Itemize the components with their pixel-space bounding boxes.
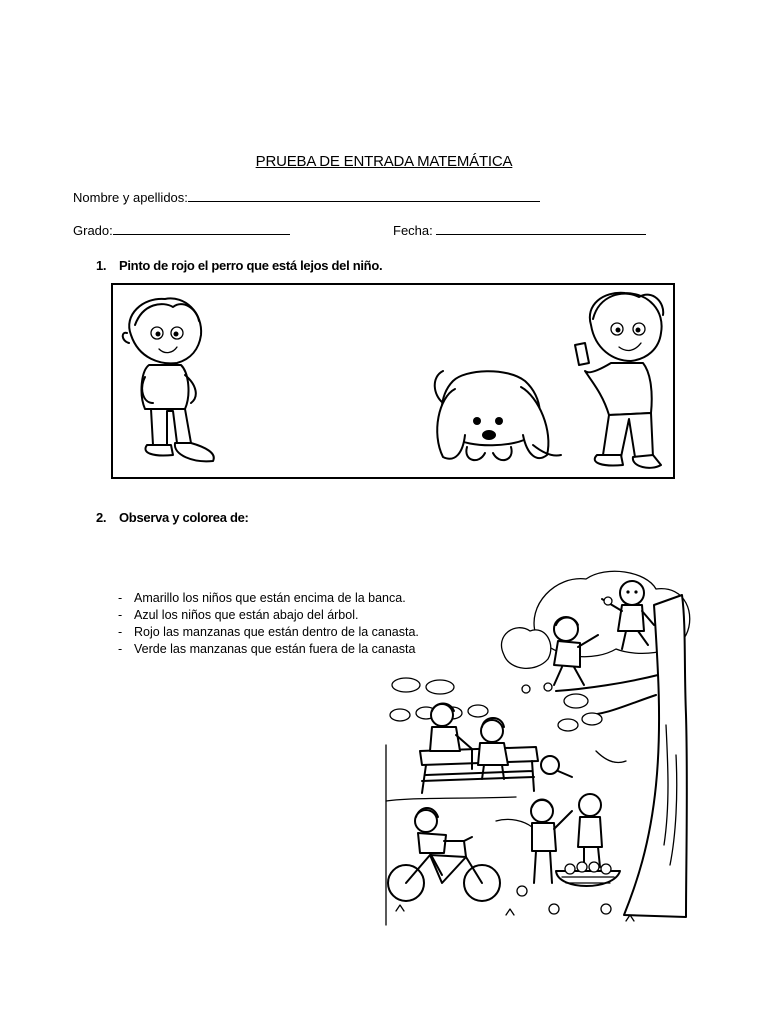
coloring-instructions bbox=[118, 590, 419, 658]
question-1-text: Pinto de rojo el perro que está lejos del niño. bbox=[119, 258, 383, 273]
name-field bbox=[73, 189, 540, 205]
instruction-item: - Azul los niños que están abajo del árbol. bbox=[118, 608, 359, 622]
park-scene-illustration bbox=[386, 565, 706, 930]
boy-right-figure bbox=[575, 293, 663, 468]
name-label: Nombre y apellidos: bbox=[73, 190, 188, 205]
question-2 bbox=[96, 510, 249, 525]
page-title: PRUEBA DE ENTRADA MATEMÁTICA bbox=[255, 153, 513, 170]
name-blank[interactable] bbox=[188, 189, 540, 202]
question-1 bbox=[96, 258, 382, 273]
question-1-illustration bbox=[113, 285, 673, 477]
date-field bbox=[393, 222, 646, 238]
date-label: Fecha: bbox=[393, 223, 433, 238]
question-2-number: 2. bbox=[96, 510, 107, 525]
boy-left-figure bbox=[123, 298, 214, 461]
apple-basket-figure bbox=[531, 794, 620, 886]
grade-blank[interactable] bbox=[113, 222, 290, 235]
instruction-item: - Rojo las manzanas que están dentro de la canasta. bbox=[118, 625, 419, 639]
grade-field bbox=[73, 222, 290, 238]
instruction-item: - Verde las manzanas que están fuera de la canasta bbox=[118, 642, 416, 656]
grade-label: Grado: bbox=[73, 223, 113, 238]
boy-on-bicycle-figure bbox=[388, 808, 500, 901]
children-on-bench-figure bbox=[420, 704, 572, 794]
puppy-figure bbox=[435, 371, 561, 460]
instruction-item: - Amarillo los niños que están encima de la banca. bbox=[118, 591, 406, 605]
question-2-text: Observa y colorea de: bbox=[119, 510, 249, 525]
question-1-number: 1. bbox=[96, 258, 107, 273]
date-blank[interactable] bbox=[436, 222, 646, 235]
question-1-picture-frame bbox=[111, 283, 675, 479]
